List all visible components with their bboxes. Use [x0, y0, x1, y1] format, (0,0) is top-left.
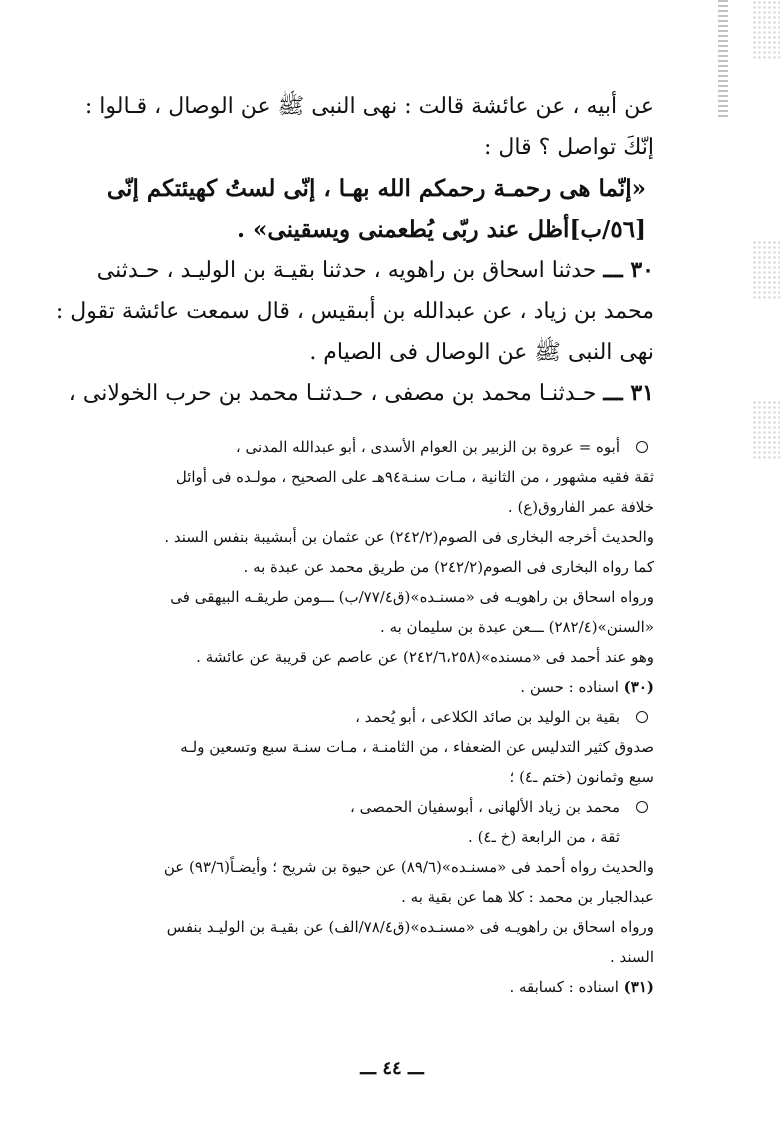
circle-bullet-icon [636, 441, 648, 453]
page-number: ـــ ٤٤ ـــ [360, 1058, 424, 1079]
note-line: صدوق كثير التدليس عن الضعفاء ، من الثامنـة ، مـات سنـة سبع وتسعين ولـه [180, 738, 654, 756]
narrator-note [38, 702, 654, 732]
hadith-31-text: حـدثنـا محمد بن مصفى ، حـدثنـا محمد بن حرب الخولانى ، [68, 381, 597, 406]
hadith-number: ٣٠ ـــ [603, 257, 654, 283]
note-text: أبوه = عروة بن الزبير بن العوام الأسدى ، أبو عبدالله المدنى ، [235, 438, 620, 456]
hadith-30-text: حدثنا اسحاق بن راهويه ، حدثنا بقيـة بن الوليـد ، حـدثنى [96, 258, 597, 283]
main-text-line: محمد بن زياد ، عن عبدالله بن أبىقيس ، قال سمعت عائشة تقول : [55, 299, 654, 324]
edge-noise-spot [752, 400, 780, 460]
note-line: السند . [609, 948, 654, 966]
isnad-text: اسناده : حسن . [520, 678, 619, 696]
main-text-line: إنّكَ تواصل ؟ قال : [484, 135, 654, 160]
book-page [38, 86, 654, 1002]
note-line: والحديث رواه أحمد فى «مسنـده»(٨٩/٦) عن حيوة بن شريح ؛ وأيضـاً(٩٣/٦) عن [163, 858, 654, 876]
note-line: والحديث أخرجه البخارى فى الصوم(٢٤٢/٢) عن عثمان بن أبىشيبة بنفس السند . [164, 528, 654, 546]
hadith-text-line: «إنّما هى رحمـة رحمكم الله بهـا ، إنّى لستُ كهيئتكم إنّى [106, 175, 646, 202]
note-line: ورواه اسحاق بن راهويـه فى «مسنـده»(ق٧٧/٤/ب) ـــومن طريقـه البيهقى فى [170, 588, 654, 606]
edge-noise-strip [718, 0, 728, 120]
note-line: وهو عند أحمد فى «مسنده»(٢٤٢/٦،٢٥٨) عن عاصم عن قريبة عن عائشة . [196, 648, 654, 666]
footnote-number: (٣١) [623, 978, 654, 996]
main-text-line: نهى النبى ﷺ عن الوصال فى الصيام . [309, 340, 654, 365]
main-text-line: عن أبيه ، عن عائشة قالت : نهى النبى ﷺ عن الوصال ، قـالوا : [84, 94, 654, 119]
hadith-text-line: [٥٦/ب]أظل عند ربّى يُطعمنى ويسقينى» . [237, 216, 646, 243]
note-text: بقية بن الوليد بن صائد الكلاعى ، أبو يُحمد ، [355, 708, 620, 726]
note-line: ورواه اسحاق بن راهويـه فى «مسنـده»(ق٧٨/٤/الف) عن بقيـة بن الوليـد بنفس [166, 918, 654, 936]
hadith-31-line [38, 373, 654, 414]
note-line: ثقة ، من الرابعة (خ ـ٤) . [468, 828, 620, 846]
isnad-note [38, 972, 654, 1002]
page-edge-scan-artifact [714, 0, 784, 1126]
note-text: محمد بن زياد الألهانى ، أبوسفيان الحمصى ، [350, 798, 620, 816]
note-line: ثقة فقيه مشهور ، من الثانية ، مـات سنـة٩٤هـ على الصحيح ، مولـده فى أوائل [175, 468, 654, 486]
note-line: «السنن»(٢٨٢/٤) ـــعن عبدة بن سليمان به . [380, 618, 654, 636]
isnad-note [38, 672, 654, 702]
note-line: كما رواه البخارى فى الصوم(٢٤٢/٢) من طريق محمد عن عبدة به . [243, 558, 654, 576]
hadith-number: ٣١ ـــ [603, 380, 654, 406]
edge-noise-spot [752, 0, 780, 60]
narrator-note [38, 792, 654, 822]
edge-noise-spot [752, 240, 780, 300]
footnotes [38, 432, 654, 1002]
circle-bullet-icon [636, 801, 648, 813]
note-line: سبع وثمانون (ختم ـ٤) ؛ [509, 768, 654, 786]
note-line: عبدالجبار بن محمد : كلا هما عن بقية به . [401, 888, 654, 906]
isnad-text: اسناده : كسابقه . [509, 978, 619, 996]
footnote-number: (٣٠) [623, 678, 654, 696]
hadith-30-line [38, 250, 654, 291]
note-line: خلافة عمر الفاروق(ع) . [507, 498, 654, 516]
circle-bullet-icon [636, 711, 648, 723]
narrator-note [38, 432, 654, 462]
